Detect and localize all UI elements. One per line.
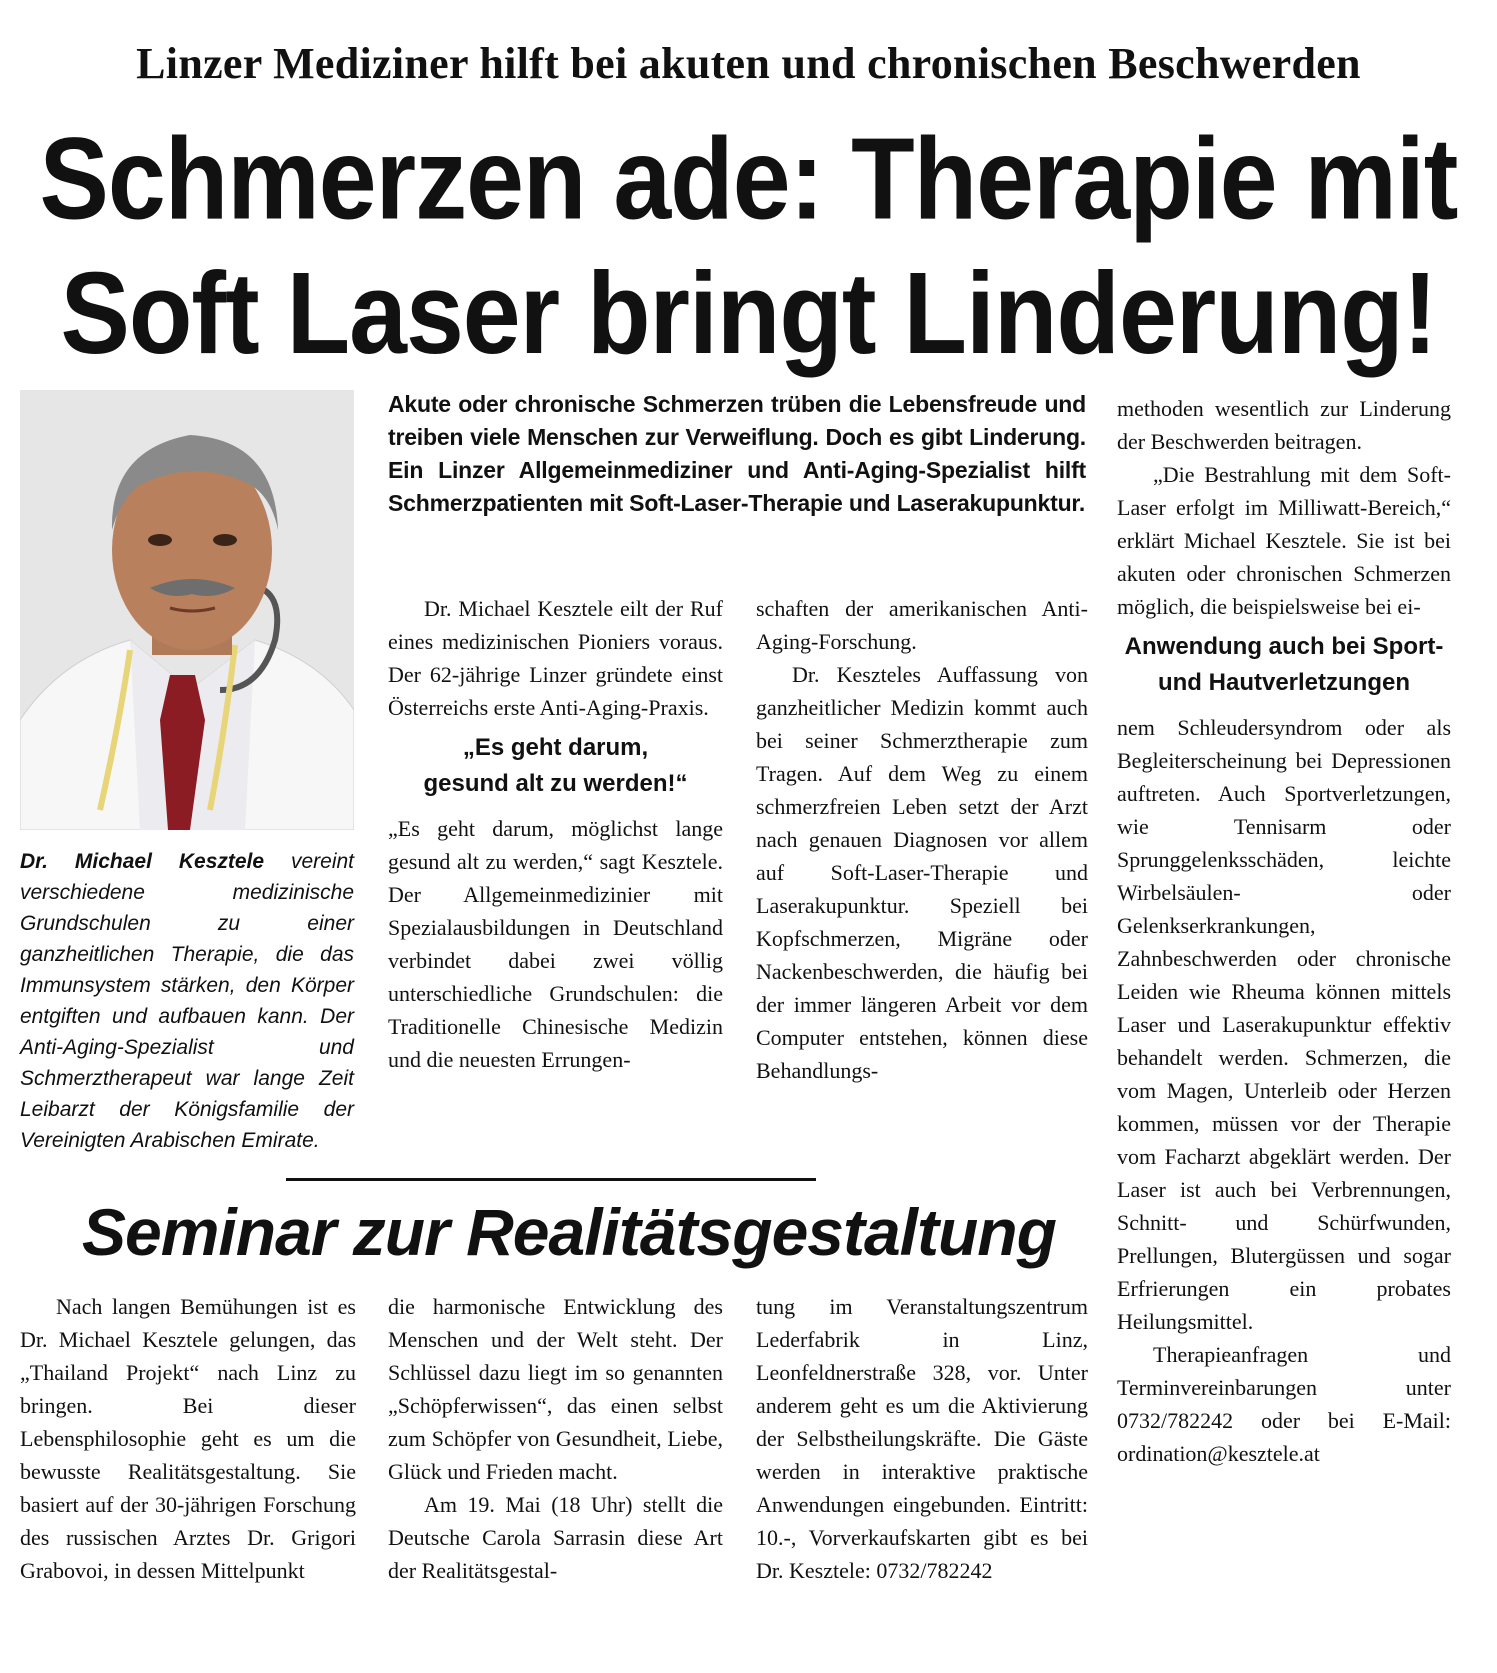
seminar-title: Seminar zur Realitätsgestaltung: [82, 1195, 1056, 1269]
paragraph: methoden wesentlich zur Linderung der Beschwerden beitragen.: [1117, 396, 1451, 454]
section-divider: [286, 1178, 816, 1181]
paragraph: nem Schleudersyndrom oder als Begleiterscheinung bei Depressionen auftreten. Auch Sportverletzungen, wie Tennisarm oder Sprunggelenksschäden, leichte Wirbelsäulen- oder Gelenkserkrankungen, Zahnbeschwerden oder chronische Leiden wie Rheuma können mittels Laser und Laserakupunktur effektiv behandelt werden. Schmerzen, die vom Magen, Unterleib oder Herzen kommen, müssen vor der Therapie vom Facharzt abgeklärt werden. Der Laser ist auch bei Verbrennungen, Schnitt- und Schürfwunden, Prellungen, Blutergüssen und sogar Erfrierungen ein probates Heilungsmittel.: [1117, 715, 1451, 1334]
seminar-column-2: [388, 1290, 723, 1587]
paragraph-contact: Therapieanfragen und Terminvereinbarungen unter 0732/782242 oder bei E-Mail: ordination@kesztele.at: [1117, 1342, 1451, 1466]
seminar-column-1: [20, 1290, 356, 1587]
article-column-2: [388, 592, 723, 1076]
article-column-3: [756, 592, 1088, 1087]
caption-text: vereint verschiedene medizinische Grundschulen zu einer ganzheitlichen Therapie, die das Immunsystem stärken, den Körper entgiften und aufbauen kann. Der Anti-Aging-Spezialist und Schmerztherapeut war lange Zeit Leibarzt der Königsfamilie der Vereinigten Arabischen Emirate.: [20, 850, 354, 1152]
paragraph: Dr. Michael Kesztele eilt der Ruf eines medizinischen Pioniers voraus. Der 62-jährige Linzer gründete einst Österreichs erste Anti-Aging-Praxis.: [388, 596, 723, 720]
paragraph: die harmonische Entwicklung des Menschen und der Welt steht. Der Schlüssel dazu liegt im so genannten „Schöpferwissen“, das einen selbst zum Schöpfer von Gesundheit, Liebe, Glück und Frieden macht.: [388, 1294, 723, 1484]
subheading-quote: [388, 730, 723, 802]
seminar-column-3: [756, 1290, 1088, 1587]
headline-line-2: Soft Laser bringt Linderung!: [60, 248, 1437, 379]
subheading-line-1: „Es geht darum,: [462, 734, 649, 761]
article-lead: Akute oder chronische Schmerzen trüben die Lebensfreude und treiben viele Menschen zur Verweiflung. Doch es gibt Linderung. Ein Linzer Allgemeinmediziner und Anti-Aging-Spezialist hilft Schmerzpatienten mit Soft-Laser-Therapie und Laserakupunktur.: [388, 391, 1086, 516]
paragraph: tung im Veranstaltungszentrum Lederfabrik in Linz, Leonfeldnerstraße 328, vor. Unter anderem geht es um die Aktivierung der Selbstheilungskräfte. Die Gäste werden in interaktive praktische Anwendungen eingebunden. Eintritt: 10.-, Vorverkaufskarten gibt es bei Dr. Kesztele: 0732/782242: [756, 1294, 1088, 1583]
subheading-sport: [1117, 629, 1451, 701]
paragraph: „Die Bestrahlung mit dem Soft-Laser erfolgt im Milliwatt-Bereich,“ erklärt Michael Kesztele. Sie ist bei akuten oder chronischen Schmerzen möglich, die beispielsweise bei ei-: [1117, 462, 1451, 619]
photo-caption: [20, 846, 354, 1156]
paragraph: schaften der amerikanischen Anti-Aging-Forschung.: [756, 596, 1088, 654]
paragraph: Am 19. Mai (18 Uhr) stellt die Deutsche Carola Sarrasin diese Art der Realitätsgestal-: [388, 1492, 723, 1583]
headline: [0, 112, 1497, 381]
subheading-line-1: Anwendung auch bei Sport-: [1124, 633, 1444, 660]
headline-line-1: Schmerzen ade: Therapie mit: [39, 114, 1458, 245]
caption-name: Dr. Michael Kesztele: [20, 850, 265, 873]
doctor-photo: [20, 390, 354, 830]
paragraph: Nach langen Bemühungen ist es Dr. Michael Kesztele gelungen, das „Thailand Projekt“ nach Linz zu bringen. Bei dieser Lebensphilosophie geht es um die bewusste Realitätsgestaltung. Sie basiert auf der 30-jährigen Forschung des russischen Arztes Dr. Grigori Grabovoi, in dessen Mittelpunkt: [20, 1294, 356, 1583]
kicker: Linzer Mediziner hilft bei akuten und chronischen Beschwerden: [136, 39, 1361, 88]
subheading-line-2: und Hautverletzungen: [1157, 669, 1410, 696]
paragraph: „Es geht darum, möglichst lange gesund alt zu werden,“ sagt Kesztele. Der Allgemeinmedizinier mit Spezialausbildungen in Deutschland verbindet dabei zwei völlig unterschiedliche Grundschulen: die Traditionelle Chinesische Medizin und die neuesten Errungen-: [388, 816, 723, 1072]
article-column-4: [1117, 392, 1451, 1470]
paragraph: Dr. Keszteles Auffassung von ganzheitlicher Medizin kommt auch bei seiner Schmerztherapie zum Tragen. Auf dem Weg zu einem schmerzfreien Leben setzt der Arzt nach genauen Diagnosen vor allem auf Soft-Laser-Therapie und Laserakupunktur. Speziell bei Kopfschmerzen, Migräne oder Nackenbeschwerden, die häufig bei der immer längeren Arbeit vor dem Computer entstehen, können diese Behandlungs-: [756, 662, 1088, 1083]
subheading-line-2: gesund alt zu werden!“: [423, 770, 688, 797]
